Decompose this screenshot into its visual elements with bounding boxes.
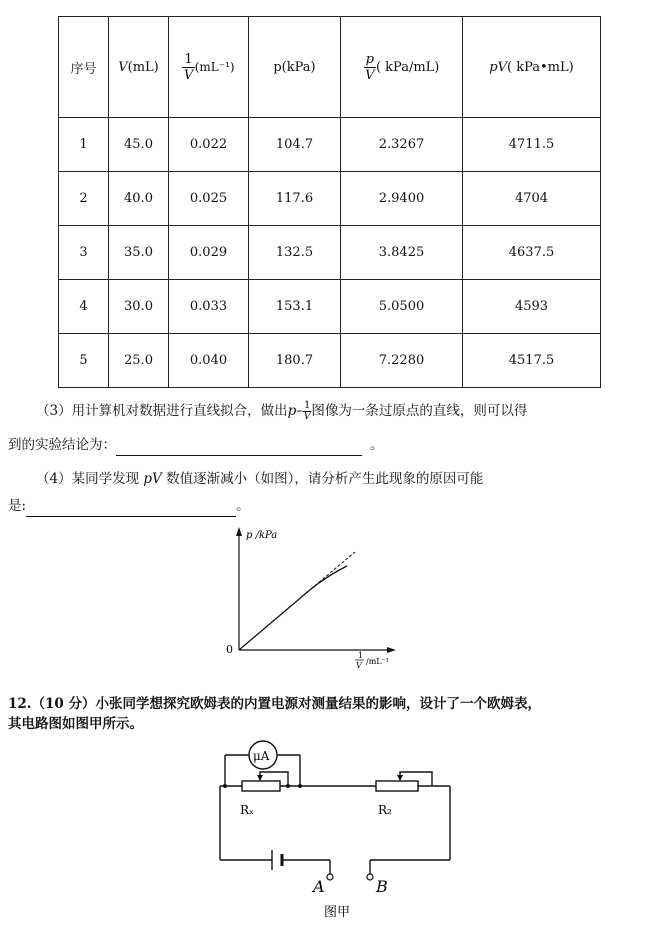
cell-index: 4 [59, 280, 109, 334]
terminal-a-icon [327, 874, 333, 880]
cell-reciprocal: 0.025 [169, 172, 249, 226]
cell-product: 4711.5 [463, 118, 601, 172]
header-index: 序号 [59, 17, 109, 118]
cell-ratio: 2.9400 [341, 172, 463, 226]
cell-reciprocal: 0.029 [169, 226, 249, 280]
q12-line2: 其电路图如图甲所示。 [8, 716, 143, 732]
y-axis-arrow [236, 527, 242, 536]
pv-graph [215, 524, 415, 674]
cell-ratio: 3.8425 [341, 226, 463, 280]
cell-pressure: 117.6 [249, 172, 341, 226]
terminal-b-label: B [376, 877, 388, 896]
table-row [59, 226, 601, 280]
q4-answer-blank [26, 496, 236, 517]
table-row [59, 172, 601, 226]
table-row [59, 118, 601, 172]
x-axis-unit: /mL⁻¹ [366, 657, 390, 666]
figure-caption: 图甲 [324, 905, 351, 920]
terminal-a-label: A [313, 877, 325, 896]
header-ratio: $\frac{p}{V}$ ( kPa/mL) [341, 17, 463, 118]
x-axis-denominator: V [356, 661, 362, 670]
cell-index: 1 [59, 118, 109, 172]
terminal-b-icon [367, 874, 373, 880]
cell-pressure: 132.5 [249, 226, 341, 280]
cell-reciprocal: 0.033 [169, 280, 249, 334]
circuit-diagram [200, 734, 470, 924]
table-row [59, 280, 601, 334]
cell-reciprocal: 0.022 [169, 118, 249, 172]
junction-dot [286, 784, 290, 788]
cell-ratio: 2.3267 [341, 118, 463, 172]
cell-volume: 25.0 [109, 334, 169, 388]
r2-resistor [376, 781, 418, 791]
header-reciprocal: $\frac{1}{V}$ (mL⁻¹) [169, 17, 249, 118]
cell-volume: 35.0 [109, 226, 169, 280]
q3-line1: （3）用计算机对数据进行直线拟合，做出p– $\frac{1}{V}$ 图像为一条过原点的直线，则可以得 [36, 400, 528, 422]
cell-product: 4593 [463, 280, 601, 334]
cell-index: 5 [59, 334, 109, 388]
header-ratio-fraction: $\frac{p}{V}$ [365, 51, 375, 83]
measured-curve [239, 566, 347, 650]
cell-product: 4637.5 [463, 226, 601, 280]
data-table [58, 16, 601, 388]
q3-line2: 到的实验结论为： 。 [8, 435, 384, 456]
table-row [59, 334, 601, 388]
q3-answer-blank [116, 435, 362, 456]
meter-label: μA [253, 749, 270, 763]
x-axis-arrow [387, 647, 396, 653]
x-axis-numerator: 1 [358, 651, 364, 660]
header-pressure: p(kPa) [249, 17, 341, 118]
r2-slider-arrow [397, 775, 403, 781]
header-reciprocal-fraction: $\frac{1}{V}$ [183, 51, 194, 83]
rx-resistor [242, 781, 280, 791]
cell-index: 3 [59, 226, 109, 280]
cell-ratio: 7.2280 [341, 334, 463, 388]
cell-pressure: 104.7 [249, 118, 341, 172]
cell-volume: 30.0 [109, 280, 169, 334]
cell-product: 4517.5 [463, 334, 601, 388]
origin-label: 0 [226, 643, 233, 656]
cell-volume: 45.0 [109, 118, 169, 172]
q4-line2: 是: 。 [8, 496, 250, 517]
q12-line1: 12.（10 分）小张同学想探究欧姆表的内置电源对测量结果的影响，设计了一个欧姆表， [8, 696, 541, 712]
r2-label: R₂ [378, 803, 392, 817]
table-header-row [59, 17, 601, 118]
q3-fraction: $\frac{1}{V}$ [303, 400, 311, 422]
cell-pressure: 153.1 [249, 280, 341, 334]
cell-pressure: 180.7 [249, 334, 341, 388]
cell-index: 2 [59, 172, 109, 226]
header-volume: V(mL) [109, 17, 169, 118]
cell-reciprocal: 0.040 [169, 334, 249, 388]
rx-label: Rₓ [240, 803, 255, 817]
y-axis-label: p /kPa [246, 530, 278, 541]
cell-volume: 40.0 [109, 172, 169, 226]
header-product: pV( kPa•mL) [463, 17, 601, 118]
cell-ratio: 5.0500 [341, 280, 463, 334]
junction-dot [223, 784, 227, 788]
rx-slider-arrow [257, 775, 263, 781]
junction-dot [298, 784, 302, 788]
cell-product: 4704 [463, 172, 601, 226]
q4-line1: （4）某同学发现 pV 数值逐渐减小（如图），请分析产生此现象的原因可能 [36, 471, 484, 487]
